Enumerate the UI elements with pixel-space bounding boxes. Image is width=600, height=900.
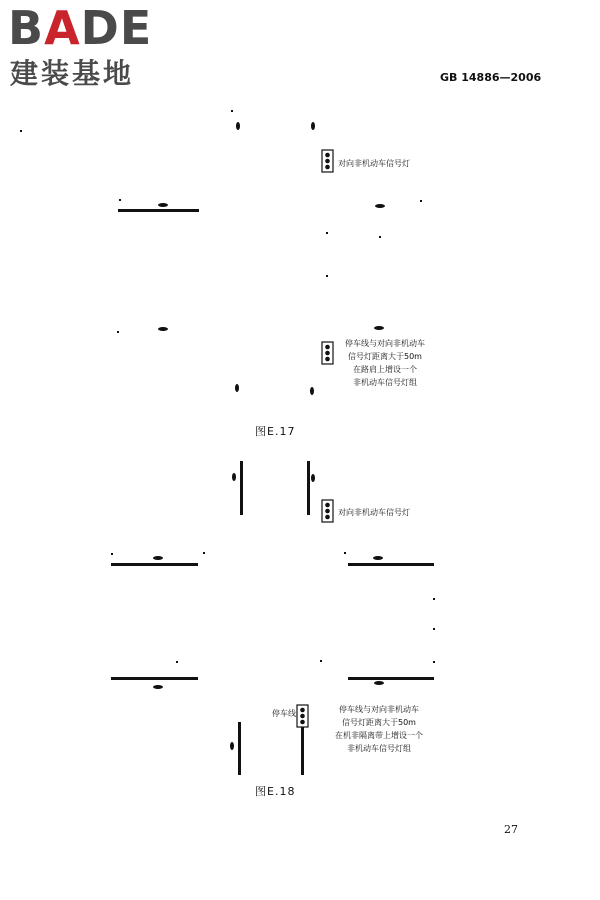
stop-line (118, 209, 199, 212)
bicycle-icon (311, 474, 315, 482)
note-line: 非机动车信号灯组 (353, 378, 417, 387)
bicycle-icon (153, 685, 163, 689)
note-line: 在路肩上增设一个 (353, 365, 417, 374)
stop-line (348, 563, 434, 566)
traffic-signal-icon (322, 500, 333, 522)
logo-letters-de: DE (80, 1, 153, 55)
standard-number: GB 14886—2006 (440, 71, 542, 84)
bicycle-icon (236, 122, 240, 130)
stop-line-vertical (240, 461, 243, 515)
figure-caption: 图E.17 (255, 425, 296, 438)
signal-label: 对向非机动车信号灯 (338, 159, 410, 168)
bicycle-icon (158, 327, 168, 331)
note-line: 停车线与对向非机动车 (339, 705, 419, 714)
note-line: 停车线与对向非机动车 (345, 339, 425, 348)
figure-caption: 图E.18 (255, 785, 296, 798)
note-line: 非机动车信号灯组 (347, 744, 411, 753)
stop-line-vertical (238, 722, 241, 775)
stop-line (111, 677, 198, 680)
figure-note (324, 703, 434, 755)
stop-line (348, 677, 434, 680)
stop-line (111, 563, 198, 566)
bicycle-icon (374, 681, 384, 685)
median-line (301, 727, 304, 775)
bicycle-icon (158, 203, 168, 207)
signal-label: 对向非机动车信号灯 (338, 508, 410, 517)
bicycle-icon (311, 122, 315, 130)
bicycle-icon (230, 742, 234, 750)
figure-note (336, 337, 434, 389)
bicycle-icon (373, 556, 383, 560)
bicycle-icon (310, 387, 314, 395)
brand-logo-chinese: 建装基地 (10, 57, 135, 90)
stopline-label: 停车线 (272, 709, 296, 718)
logo-letter-a: A (44, 1, 81, 55)
stop-line-vertical (307, 461, 310, 515)
bicycle-icon (374, 326, 384, 330)
traffic-signal-icon (297, 705, 308, 727)
traffic-signal-icon (322, 150, 333, 172)
logo-letters-b: B (8, 1, 45, 55)
traffic-signal-icon (322, 342, 333, 364)
bicycle-icon (235, 384, 239, 392)
bicycle-icon (375, 204, 385, 208)
page-number: 27 (504, 823, 518, 836)
bicycle-icon (232, 473, 236, 481)
note-line: 信号灯距离大于50m (342, 718, 416, 727)
note-line: 信号灯距离大于50m (348, 352, 422, 361)
bicycle-icon (153, 556, 163, 560)
note-line: 在机非隔离带上增设一个 (335, 731, 423, 740)
